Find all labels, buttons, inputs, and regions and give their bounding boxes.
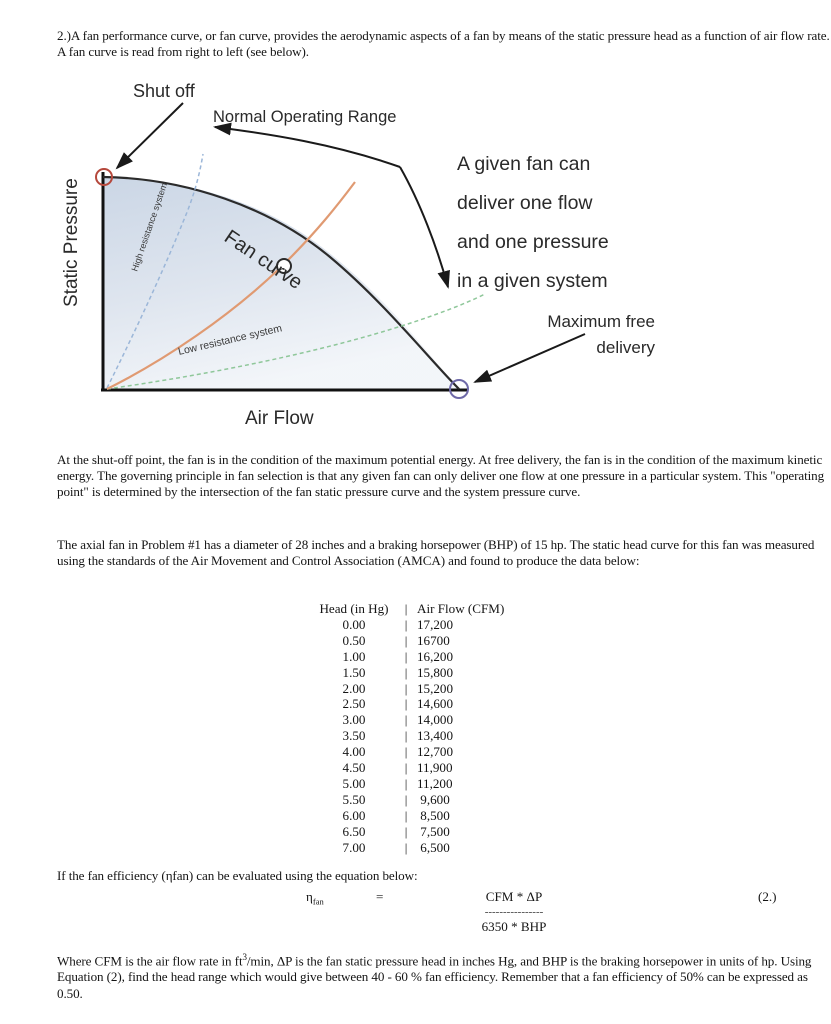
max-free-delivery-label-1: Maximum free <box>547 312 655 331</box>
cell-separator: | <box>404 823 408 839</box>
cell-airflow-value: 15,800 <box>417 664 454 680</box>
numerator: CFM * ΔP <box>485 889 543 904</box>
cell-separator: | <box>404 648 408 664</box>
cell-head-value: 3.00 <box>342 712 366 728</box>
high-resistance-label: High resistance system <box>129 181 170 273</box>
cell-airflow-value: 11,900 <box>417 760 453 776</box>
cubic-exponent: 3 <box>242 952 247 962</box>
max-free-delivery-label-2: delivery <box>596 338 655 357</box>
cell-airflow-value: 14,000 <box>417 712 454 728</box>
cell-separator: | <box>404 807 408 823</box>
fraction-bar: ---------------- <box>484 906 544 918</box>
table-row <box>306 665 504 681</box>
cell-airflow-value: 9,600 <box>417 791 450 807</box>
cell-separator: | <box>404 696 408 712</box>
table-row <box>306 824 504 840</box>
cell-head-value: 0.50 <box>342 632 366 648</box>
callout-line-2: deliver one flow <box>457 192 593 214</box>
axial-fan-paragraph: The axial fan in Problem #1 has a diameter of 28 inches and a braking horsepower (BHP) of 15 hp. The static head curve for this fan was measured using the standards of the Air Movement and Control Association (AMCA) and found to produce the data below: <box>57 537 815 569</box>
normal-operating-range-arrow <box>215 127 400 167</box>
cell-head-value: 4.00 <box>342 744 366 760</box>
cell-separator: | <box>404 839 408 855</box>
cell-separator: | <box>404 775 408 791</box>
cell-separator: | <box>404 616 408 632</box>
cell-head-value: 5.50 <box>342 791 366 807</box>
callout-line-3: and one pressure <box>457 231 609 253</box>
table-row <box>306 776 504 792</box>
cell-airflow-value: 16700 <box>417 632 450 648</box>
cell-head-value: 5.00 <box>342 775 366 791</box>
normal-operating-range-arrow-2 <box>400 167 448 287</box>
cell-head-value: 0.00 <box>342 616 366 632</box>
shut-off-label: Shut off <box>133 81 195 101</box>
equation-number: (2.) <box>758 889 777 904</box>
callout-line-1: A given fan can <box>457 153 591 175</box>
cell-airflow-value: 16,200 <box>417 648 454 664</box>
cell-separator: | <box>404 680 408 696</box>
table-row <box>306 633 504 649</box>
table-row <box>306 728 504 744</box>
cell-head-value: 2.50 <box>342 696 366 712</box>
cell-head-value: 1.00 <box>342 648 366 664</box>
efficiency-equation <box>306 889 726 935</box>
x-axis-label: Air Flow <box>245 408 314 429</box>
cell-separator: | <box>404 744 408 760</box>
fan-data-table <box>306 601 504 856</box>
cell-head-value: 1.50 <box>342 664 366 680</box>
shut-off-arrow <box>117 103 183 168</box>
table-row <box>306 712 504 728</box>
cell-separator: | <box>404 632 408 648</box>
cell-airflow-value: 11,200 <box>417 775 453 791</box>
cell-separator: | <box>404 664 408 680</box>
cell-airflow-value: 8,500 <box>417 807 450 823</box>
column-separator: | <box>404 601 408 616</box>
equals-sign: = <box>376 889 384 904</box>
cell-separator: | <box>404 760 408 776</box>
max-free-delivery-arrow <box>475 334 585 382</box>
cell-airflow-value: 17,200 <box>417 616 454 632</box>
table-row <box>306 792 504 808</box>
column-header-head: Head (in Hg) <box>319 601 389 616</box>
table-row <box>306 808 504 824</box>
normal-operating-range-label: Normal Operating Range <box>213 108 397 126</box>
fraction <box>454 889 574 935</box>
fan-curve-figure <box>55 72 755 442</box>
cell-separator: | <box>404 728 408 744</box>
cell-head-value: 6.00 <box>342 807 366 823</box>
cell-separator: | <box>404 712 408 728</box>
where-text-b: /min, ΔP is the fan static pressure head in inches Hg, and BHP is the braking horsepower in units of hp. Using Equation (2), find the head range which would give between 40 - 60 % fan efficiency. Remember that a fan efficiency of 50% can be expressed as 0.50. <box>57 953 812 1001</box>
cell-airflow-value: 12,700 <box>417 744 454 760</box>
table-row <box>306 840 504 856</box>
cell-separator: | <box>404 791 408 807</box>
table-row <box>306 744 504 760</box>
cell-airflow-value: 6,500 <box>417 839 450 855</box>
denominator: 6350 * BHP <box>481 919 547 934</box>
eta-subscript: fan <box>312 896 324 907</box>
cell-head-value: 2.00 <box>342 680 366 696</box>
fan-curve-label: Fan curve <box>220 225 307 294</box>
eta-symbol: $\eta_{fan}$ <box>306 889 324 907</box>
column-header-airflow: Air Flow (CFM) <box>417 601 505 616</box>
table-header-row <box>306 601 504 617</box>
cell-airflow-value: 7,500 <box>417 823 450 839</box>
efficiency-intro-paragraph: If the fan efficiency (ηfan) can be evaluated using the equation below: <box>57 868 418 883</box>
y-axis-label: Static Pressure <box>61 178 82 307</box>
callout-line-4: in a given system <box>457 270 608 292</box>
cell-head-value: 7.00 <box>342 839 366 855</box>
shutoff-paragraph: At the shut-off point, the fan is in the condition of the maximum potential energy. At free delivery, the fan is in the condition of the maximum kinetic energy. The governing principle in fan selection is that any given fan can only deliver one flow at one pressure in a particular system. This "operating point" is determined by the intersection of the fan static pressure curve and the system pressure curve. <box>57 452 825 500</box>
where-paragraph <box>57 949 831 1002</box>
table-row <box>306 681 504 697</box>
cell-head-value: 6.50 <box>342 823 366 839</box>
table-row <box>306 760 504 776</box>
cell-head-value: 3.50 <box>342 728 366 744</box>
table-row <box>306 617 504 633</box>
where-text-a: Where CFM is the air flow rate in ft <box>57 953 243 969</box>
cell-airflow-value: 15,200 <box>417 680 454 696</box>
cell-airflow-value: 13,400 <box>417 728 454 744</box>
intro-paragraph: 2.)A fan performance curve, or fan curve, provides the aerodynamic aspects of a fan by means of the static pressure head as a function of air flow rate. A fan curve is read from right to left (see below). <box>57 28 830 60</box>
cell-airflow-value: 14,600 <box>417 696 454 712</box>
table-row <box>306 649 504 665</box>
table-row <box>306 696 504 712</box>
cell-head-value: 4.50 <box>342 760 366 776</box>
low-resistance-label: Low resistance system <box>176 322 284 358</box>
